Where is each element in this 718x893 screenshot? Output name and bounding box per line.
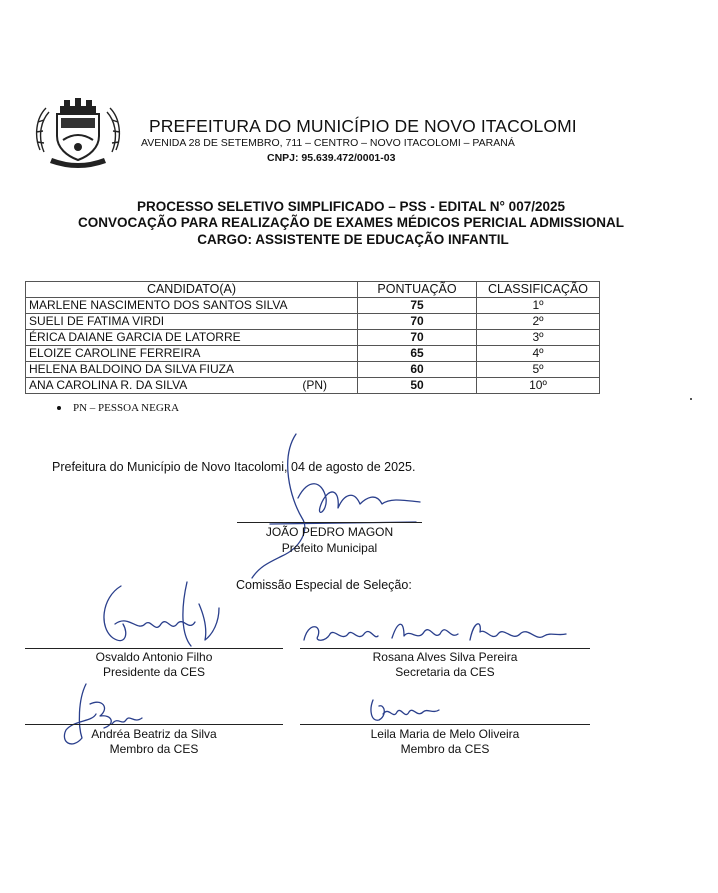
candidate-name-cell [26,378,358,394]
member-andrea-signature-line [25,724,283,725]
column-header-score: PONTUAÇÃO [358,282,477,298]
candidate-name: SUELI DE FATIMA VIRDI [26,314,358,330]
secretary-name: Rosana Alves Silva Pereira [372,650,518,664]
candidate-score: 75 [358,298,477,314]
candidate-score: 65 [358,346,477,362]
member-andrea-role: Membro da CES [109,742,199,756]
column-header-rank: CLASSIFICAÇÃO [477,282,600,298]
mayor-signature [230,428,430,588]
footnote-text: PN – PESSOA NEGRA [73,402,180,414]
mayor-signature-line [237,522,422,523]
candidate-score: 70 [358,330,477,346]
table-header-row [26,282,600,298]
president-name: Osvaldo Antonio Filho [95,650,213,664]
member-leila-role: Membro da CES [400,742,490,756]
institution-address: AVENIDA 28 DE SETEMBRO, 711 – CENTRO – NOVO ITACOLOMI – PARANÁ [141,137,515,149]
document-title-convocation: CONVOCAÇÃO PARA REALIZAÇÃO DE EXAMES MÉDICOS PERICIAL ADMISSIONAL [77,215,625,230]
place-and-date: Prefeitura do Município de Novo Itacolomi, 04 de agosto de 2025. [52,460,416,474]
document-title-position: CARGO: ASSISTENTE DE EDUCAÇÃO INFANTIL [197,232,509,247]
candidate-name: HELENA BALDOINO DA SILVA FIUZA [26,362,358,378]
table-row [26,378,600,394]
institution-title: PREFEITURA DO MUNICÍPIO DE NOVO ITACOLOMI [149,116,577,136]
president-role: Presidente da CES [102,665,206,679]
candidate-name: ÉRICA DAIANE GARCIA DE LATORRE [26,330,358,346]
candidate-rank: 4º [477,346,600,362]
member-leila-signature-line [300,724,590,725]
candidate-score: 60 [358,362,477,378]
candidate-rank: 2º [477,314,600,330]
candidate-rank: 1º [477,298,600,314]
secretary-role: Secretaria da CES [395,665,495,679]
member-leila-name: Leila Maria de Melo Oliveira [370,727,520,741]
candidate-name: ELOIZE CAROLINE FERREIRA [26,346,358,362]
mayor-role: Prefeito Municipal [281,541,378,555]
secretary-signature [300,612,570,652]
table-row [26,314,600,330]
candidate-quota-tag: (PN) [302,378,327,392]
candidate-rank: 5º [477,362,600,378]
member-andrea-name: Andréa Beatriz da Silva [91,727,217,741]
candidate-score: 70 [358,314,477,330]
table-row [26,330,600,346]
column-header-candidate: CANDIDATO(A) [26,282,358,298]
table-row [26,362,600,378]
table-row [26,346,600,362]
footnote [57,402,179,414]
scan-speck [690,398,692,400]
candidate-rank: 3º [477,330,600,346]
candidate-name: ANA CAROLINA R. DA SILVA [29,378,188,392]
document-title-process: PROCESSO SELETIVO SIMPLIFICADO – PSS - EDITAL N° 007/2025 [136,199,565,214]
institution-cnpj: CNPJ: 95.639.472/0001-03 [267,152,396,164]
municipal-crest-icon [30,92,126,168]
mayor-name: JOÃO PEDRO MAGON [265,525,394,539]
bullet-icon [57,406,61,410]
candidate-rank: 10º [477,378,600,394]
candidate-score: 50 [358,378,477,394]
results-table [25,281,600,394]
table-row [26,298,600,314]
candidate-name: MARLENE NASCIMENTO DOS SANTOS SILVA [26,298,358,314]
commission-title: Comissão Especial de Seleção: [236,578,412,592]
